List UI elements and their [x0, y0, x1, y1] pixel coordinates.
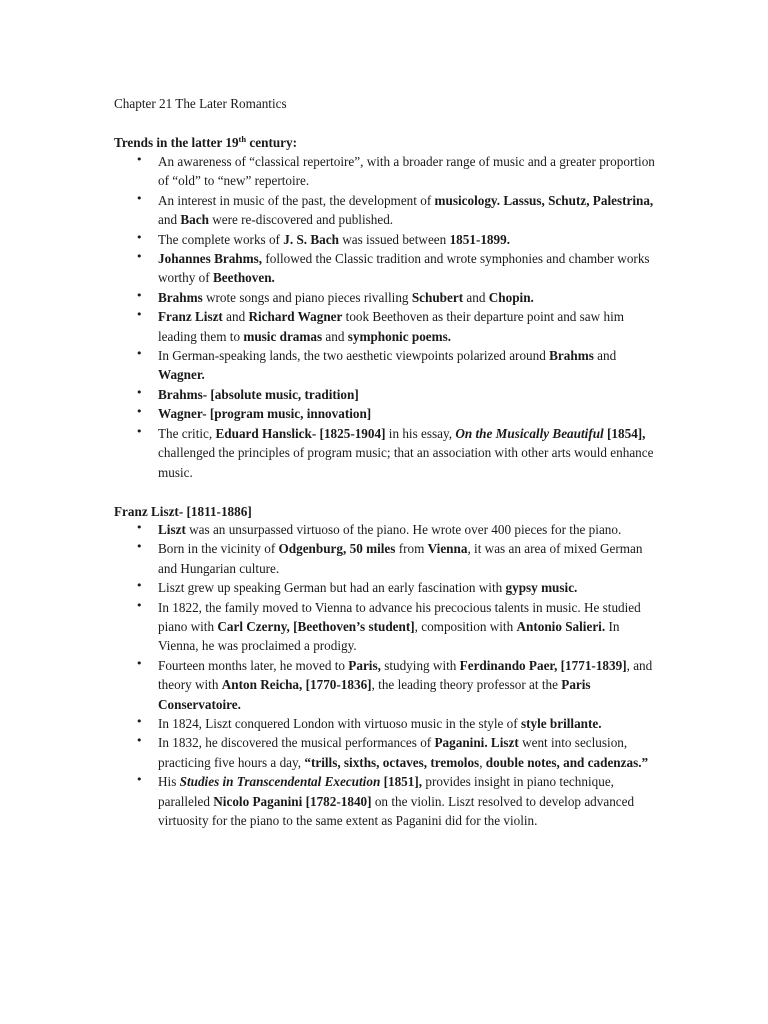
text-segment: , the leading theory professor at the: [371, 677, 562, 693]
text-segment: were re-discovered and published.: [208, 212, 394, 228]
bullet-item: [0, 714, 658, 733]
liszt-bullet-list: [0, 520, 768, 831]
text-segment: Liszt grew up speaking German but had an early fascination with: [158, 580, 506, 596]
text-segment: An interest in music of the past, the development of: [158, 192, 435, 208]
text-segment: Paris Conservatoire.: [158, 677, 591, 712]
text-segment: was issued between: [338, 231, 450, 247]
text-segment: Brahms: [549, 348, 594, 364]
text-segment: Chopin.: [488, 289, 534, 305]
text-segment: Carl Czerny, [Beethoven’s student]: [217, 619, 415, 635]
text-segment: gypsy music.: [505, 580, 578, 596]
bullet-item: [0, 307, 658, 346]
text-segment: Franz Liszt: [158, 309, 223, 325]
text-segment: Anton Reicha, [1770-1836]: [221, 677, 372, 693]
text-segment: Nicolo Paganini [1782-1840]: [213, 793, 372, 809]
text-segment: Antonio Salieri.: [516, 619, 606, 635]
bullet-item: [0, 772, 658, 830]
bullet-item: [0, 191, 658, 230]
bullet-item: [0, 346, 658, 385]
text-segment: , and theory with: [158, 657, 653, 693]
text-segment: Liszt: [158, 522, 186, 537]
text-segment: On the Musically Beautiful: [455, 425, 604, 441]
text-segment: wrote songs and piano pieces rivalling: [202, 289, 412, 305]
text-segment: Odgenburg, 50 miles: [278, 541, 396, 557]
text-segment: “trills, sixths, octaves, tremolos: [304, 754, 480, 770]
text-segment: Schubert: [411, 289, 464, 305]
text-segment: took Beethoven as their departure point and saw him leading them to: [158, 309, 625, 344]
text-segment: century:: [246, 135, 298, 150]
text-segment: in his essay,: [385, 425, 456, 441]
text-segment: Richard Wagner: [248, 309, 343, 325]
text-segment: went into seclusion, practicing five hours a day,: [158, 735, 628, 770]
text-segment: Johannes Brahms,: [158, 251, 263, 267]
text-segment: An awareness of “classical repertoire”, with a broader range of music and a greater proportion of “old” to “new” repertoire.: [158, 154, 655, 189]
text-segment: [1851],: [380, 774, 423, 790]
text-segment: The critic,: [158, 425, 216, 441]
text-segment: J. S. Bach: [283, 231, 339, 247]
text-segment: [1854],: [603, 425, 646, 441]
text-segment: and: [222, 309, 249, 325]
bullet-item: [0, 598, 658, 656]
text-segment: Brahms- [absolute music, tradition]: [158, 386, 359, 402]
text-segment: double notes, and cadenzas.”: [485, 754, 649, 770]
bullet-item: [0, 404, 658, 423]
text-segment: music dramas: [243, 328, 323, 344]
text-segment: was an unsurpassed virtuoso of the piano. He wrote over 400 pieces for the piano.: [185, 522, 622, 537]
text-segment: Paris,: [348, 657, 381, 673]
text-segment: provides insight in piano technique, paralleled: [158, 774, 614, 809]
bullet-item: [0, 578, 658, 597]
text-segment: style brillante.: [520, 716, 602, 732]
text-segment: challenged the principles of program music; that an association with other arts would enhance music.: [158, 445, 654, 480]
text-segment: Wagner.: [158, 367, 205, 383]
text-segment: In 1822, the family moved to Vienna to advance his precocious talents in music. He studied piano with: [158, 599, 641, 635]
text-segment: Brahms: [158, 289, 203, 305]
text-segment: Franz Liszt- [1811-1886]: [114, 504, 252, 519]
text-segment: Paganini.: [434, 735, 488, 751]
chapter-title: Chapter 21 The Later Romantics: [114, 96, 287, 111]
text-segment: In 1824, Liszt conquered London with virtuoso music in the style of: [158, 716, 521, 732]
text-segment: on the violin. Liszt resolved to develop advanced virtuosity for the piano to the same extent as Paganini did for the violin.: [158, 793, 635, 829]
bullet-item: [0, 385, 658, 404]
text-segment: , composition with: [414, 619, 517, 635]
section-heading-liszt: [114, 502, 252, 521]
text-segment: from: [395, 541, 428, 557]
text-segment: ,: [479, 754, 486, 770]
text-segment: Beethoven.: [212, 270, 275, 286]
text-segment: and: [158, 212, 181, 228]
text-segment: , it was an area of mixed German and Hungarian culture.: [158, 541, 643, 576]
bullet-item: [0, 539, 658, 578]
text-segment: th: [238, 134, 247, 144]
bullet-item: [0, 152, 658, 191]
text-segment: studying with: [380, 657, 460, 673]
bullet-item: [0, 733, 658, 772]
text-segment: In Vienna, he was proclaimed a prodigy.: [158, 619, 620, 654]
text-segment: Wagner- [program music, innovation]: [158, 406, 372, 422]
text-segment: Bach: [180, 212, 209, 228]
bullet-item: [0, 288, 658, 307]
text-segment: His: [158, 774, 180, 790]
text-segment: followed the Classic tradition and wrote symphonies and chamber works worthy of: [158, 251, 650, 286]
text-segment: Vienna: [427, 541, 468, 557]
text-segment: In 1832, he discovered the musical performances of: [158, 735, 435, 751]
text-segment: Fourteen months later, he moved to: [158, 657, 349, 673]
text-segment: 1851-1899.: [449, 231, 511, 247]
text-segment: Liszt: [490, 735, 519, 751]
text-segment: and: [593, 348, 617, 364]
text-segment: Trends in the latter 19: [114, 135, 239, 150]
bullet-item: [0, 249, 658, 288]
bullet-item: [0, 230, 658, 249]
text-segment: and: [322, 328, 348, 344]
bullet-item: [0, 520, 658, 539]
trends-bullet-list: [0, 152, 768, 482]
bullet-item: [0, 424, 658, 482]
text-segment: The complete works of: [158, 231, 284, 247]
text-segment: musicology. Lassus, Schutz, Palestrina,: [434, 192, 654, 208]
text-segment: and: [463, 289, 489, 305]
text-segment: Studies in Transcendental Execution: [179, 774, 381, 790]
bullet-item: [0, 656, 658, 714]
text-segment: Ferdinando Paer, [1771-1839]: [459, 657, 627, 673]
text-segment: Eduard Hanslick- [1825-1904]: [215, 425, 386, 441]
text-segment: symphonic poems.: [347, 328, 452, 344]
text-segment: Born in the vicinity of: [158, 541, 279, 557]
text-segment: In German-speaking lands, the two aesthetic viewpoints polarized around: [158, 348, 550, 364]
